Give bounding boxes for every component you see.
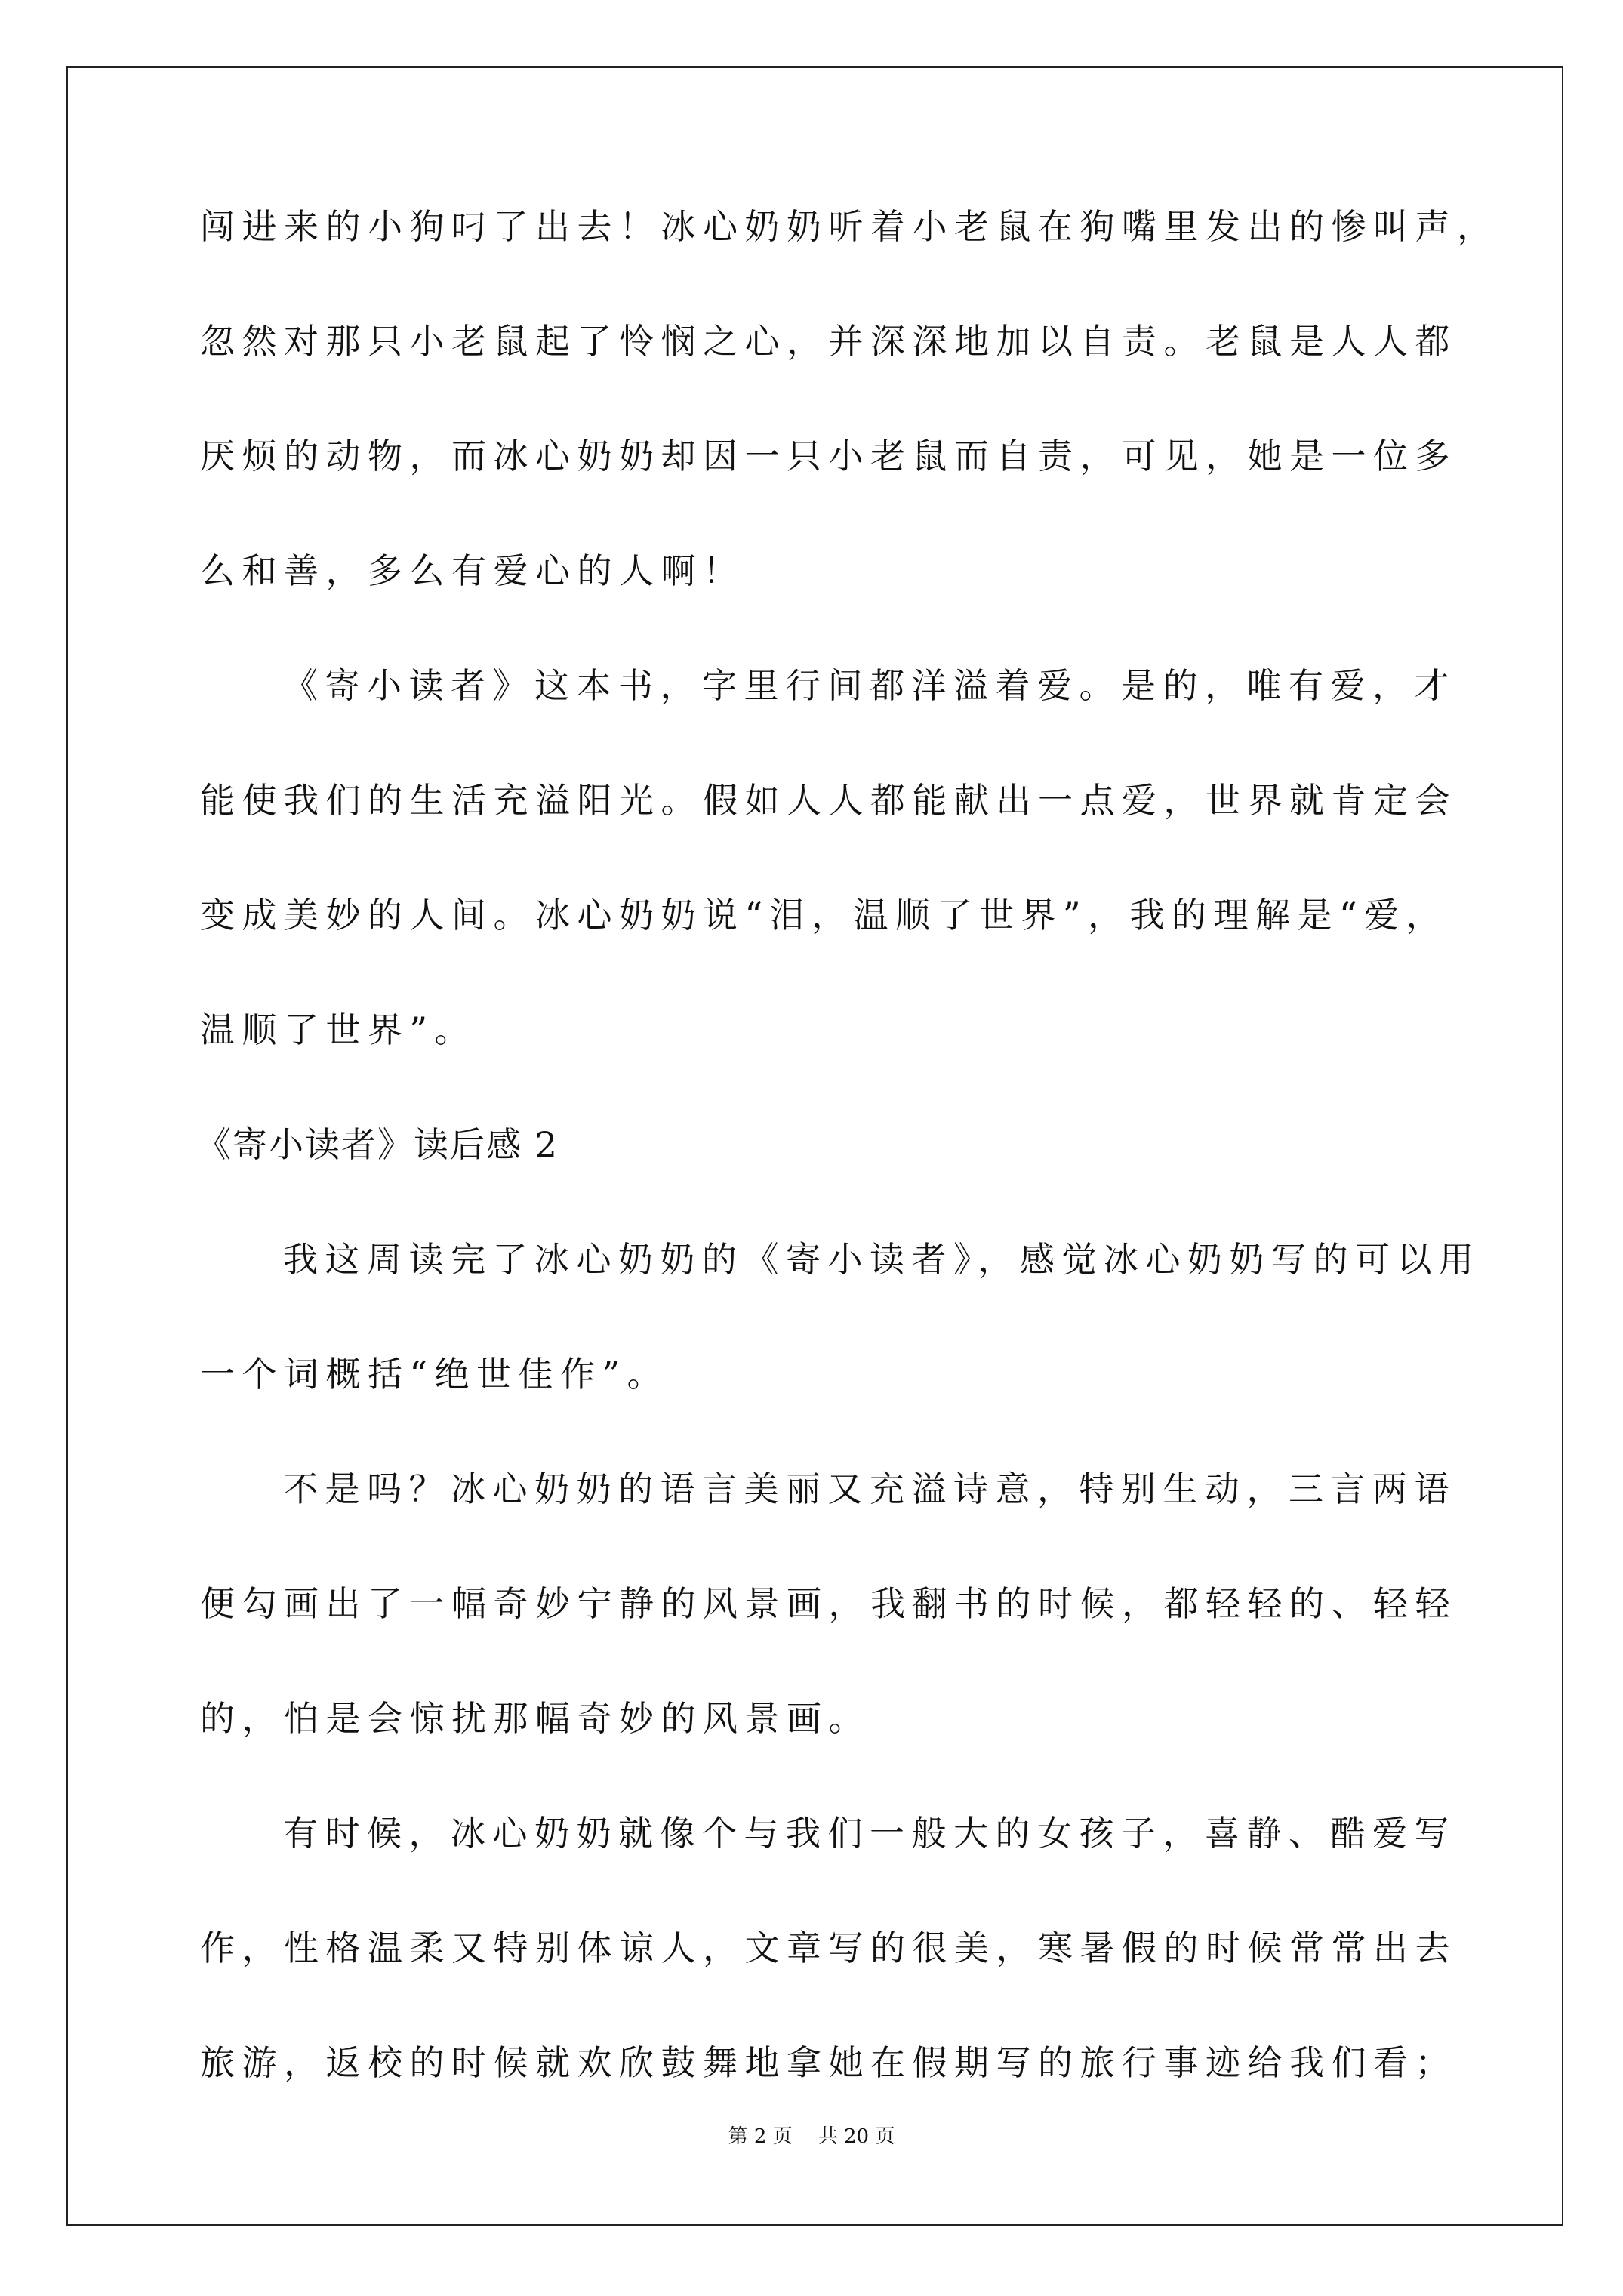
page-total: 共 20 页: [818, 2125, 895, 2148]
paragraph-line: 么和善，多么有爱心的人啊！: [200, 550, 745, 591]
paragraph-line: 便勾画出了一幅奇妙宁静的风景画，我翻书的时候，都轻轻的、轻轻: [200, 1583, 1457, 1624]
paragraph-line: 作，性格温柔又特别体谅人，文章写的很美，寒暑假的时候常常出去: [200, 1928, 1457, 1968]
page-number: 第 2 页: [728, 2125, 793, 2148]
paragraph-line: 一个词概括“绝世佳作”。: [200, 1354, 670, 1395]
page-footer: [0, 2122, 1623, 2152]
paragraph-line: 变成美妙的人间。冰心奶奶说“泪，温顺了世界”，我的理解是“爱，: [200, 895, 1449, 935]
document-body: [196, 204, 1499, 2155]
paragraph-line: 能使我们的生活充溢阳光。假如人人都能献出一点爱，世界就肯定会: [200, 780, 1457, 821]
paragraph-line: 旅游，返校的时候就欢欣鼓舞地拿她在假期写的旅行事迹给我们看；: [200, 2042, 1457, 2083]
paragraph-line: 不是吗？冰心奶奶的语言美丽又充溢诗意，特别生动，三言两语: [283, 1469, 1456, 1509]
paragraph-line: 闯进来的小狗叼了出去！冰心奶奶听着小老鼠在狗嘴里发出的惨叫声，: [200, 206, 1499, 247]
paragraph-line: 《寄小读者》这本书，字里行间都洋溢着爱。是的，唯有爱，才: [283, 665, 1456, 706]
paragraph-line: 厌烦的动物，而冰心奶奶却因一只小老鼠而自责，可见，她是一位多: [200, 436, 1457, 476]
paragraph-line: 温顺了世界”。: [200, 1009, 477, 1050]
section-heading: 《寄小读者》读后感 2: [196, 1124, 559, 1165]
paragraph-line: 忽然对那只小老鼠起了怜悯之心，并深深地加以自责。老鼠是人人都: [200, 321, 1457, 362]
paragraph-line: 有时候，冰心奶奶就像个与我们一般大的女孩子，喜静、酷爱写: [283, 1813, 1456, 1854]
paragraph-line: 的，怕是会惊扰那幅奇妙的风景画。: [200, 1698, 870, 1739]
paragraph-line: 我这周读完了冰心奶奶的《寄小读者》，感觉冰心奶奶写的可以用: [283, 1239, 1481, 1280]
